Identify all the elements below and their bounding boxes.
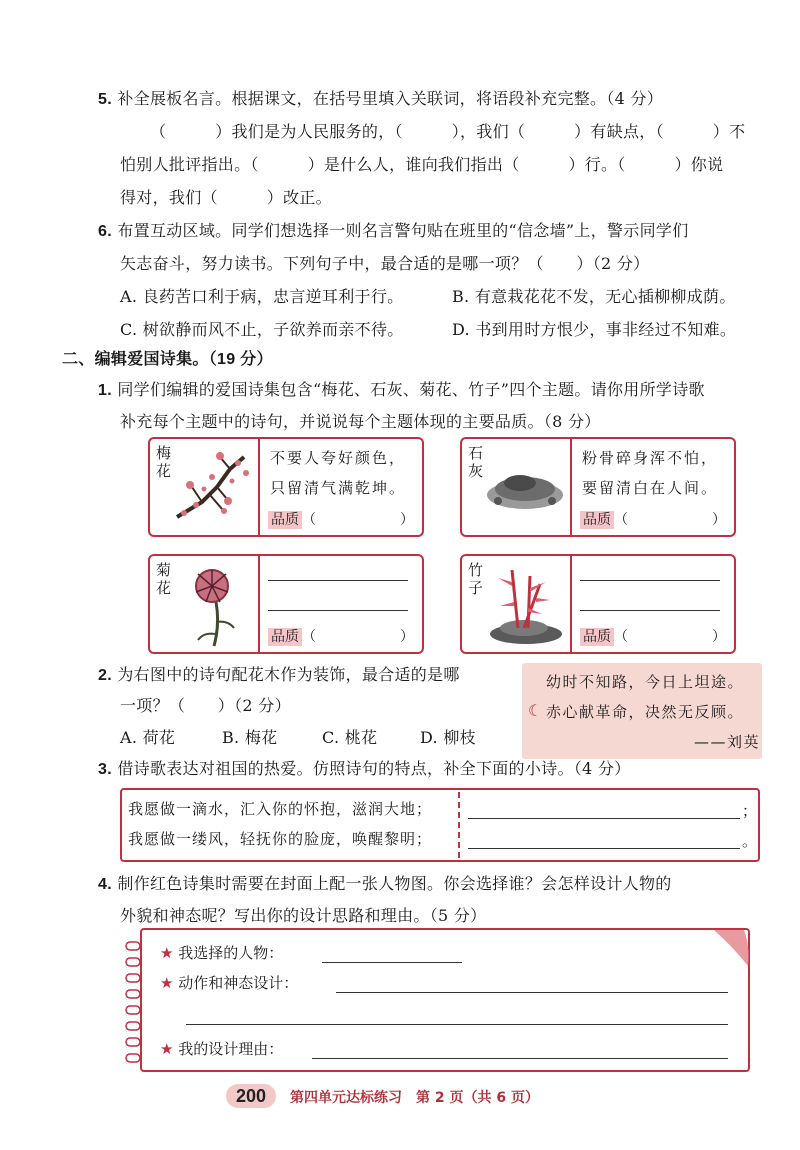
q6-option-b: B. 有意栽花花不发，无心插柳柳成荫。 xyxy=(452,287,736,306)
q6-number: 6. xyxy=(98,223,112,240)
poem-note-card xyxy=(522,663,762,759)
card-bamboo xyxy=(460,554,736,654)
card-tag-bamboo: 竹子 xyxy=(468,561,484,597)
quality-answer-blank[interactable]: （ ） xyxy=(614,512,726,528)
poem-line-2: 我愿做一缕风，轻抚你的脸庞，唤醒黎明； xyxy=(128,830,433,848)
curl-icon: ☾ xyxy=(528,701,543,720)
item-person-label: 我选择的人物： xyxy=(178,944,284,962)
star-icon: ★ xyxy=(160,944,174,962)
card-quality-bamboo xyxy=(580,626,726,646)
s2q1-line2: 补充每个主题中的诗句，并说说每个主题体现的主要品质。（8 分） xyxy=(120,412,601,431)
bamboo-icon xyxy=(484,562,566,648)
answer-line[interactable] xyxy=(580,580,720,581)
plum-blossom-icon xyxy=(172,447,254,531)
q6-option-d: D. 书到用时方恨少，事非经过不知难。 xyxy=(452,320,737,339)
q6-line1 xyxy=(98,219,689,244)
s2q2-option-d: D. 柳枝 xyxy=(420,728,476,747)
item-person xyxy=(160,942,283,963)
q6-line2: 矢志奋斗，努力读书。下列句子中，最合适的是哪一项？（ ）（2 分） xyxy=(120,254,650,273)
q6-option-a: A. 良药苦口利于病，忠言逆耳利于行。 xyxy=(120,287,404,306)
section-2-title: 二、编辑爱国诗集。（19 分） xyxy=(62,351,273,368)
card-divider xyxy=(258,439,260,535)
q5-text: 补全展板名言。根据课文，在括号里填入关联词，将语段补充完整。（4 分） xyxy=(117,89,664,108)
star-icon: ★ xyxy=(160,974,174,992)
card-quality-lime xyxy=(580,509,726,529)
poem-answer-line-2[interactable] xyxy=(468,848,740,849)
card-divider xyxy=(570,556,572,652)
q5-line2: （ ）我们是为人民服务的，（ ），我们（ ）有缺点，（ ）不 xyxy=(150,122,746,141)
card-lime xyxy=(460,437,736,537)
answer-line[interactable] xyxy=(268,580,408,581)
poem-end-2: 。 xyxy=(742,832,758,850)
poem-box-divider xyxy=(458,792,460,858)
q5-number: 5. xyxy=(98,91,112,108)
s2q4-line2: 外貌和神态呢？写出你的设计思路和理由。（5 分） xyxy=(120,906,487,925)
q6-text: 布置互动区域。同学们想选择一则名言警句贴在班里的“信念墙”上，警示同学们 xyxy=(117,221,689,240)
item-action-label: 动作和神态设计： xyxy=(178,974,299,992)
card-plum xyxy=(148,437,424,537)
card-poem-plum-1: 不要人夸好颜色， xyxy=(270,449,407,467)
card-poem-plum-2: 只留清气满乾坤。 xyxy=(270,479,407,497)
quality-answer-blank[interactable]: （ ） xyxy=(302,512,414,528)
card-divider xyxy=(570,439,572,535)
item-reason-label: 我的设计理由： xyxy=(178,1040,284,1058)
q5-line4: 得对，我们（ ）改正。 xyxy=(120,188,332,207)
answer-line[interactable] xyxy=(336,992,728,993)
s2q2-option-b: B. 梅花 xyxy=(222,728,278,747)
star-icon: ★ xyxy=(160,1040,174,1058)
poem-answer-line-1[interactable] xyxy=(468,818,740,819)
s2q2-text: 为右图中的诗句配花木作为装饰，最合适的是哪 xyxy=(117,665,460,684)
s2q3-number: 3. xyxy=(98,761,112,778)
item-action xyxy=(160,972,298,993)
s2q4-line1 xyxy=(98,872,672,897)
answer-line[interactable] xyxy=(580,610,720,611)
card-poem-lime-1: 粉骨碎身浑不怕， xyxy=(582,449,719,467)
answer-line[interactable] xyxy=(268,610,408,611)
poem-line-1: 我愿做一滴水，汇入你的怀抱，滋润大地； xyxy=(128,800,433,818)
item-reason xyxy=(160,1038,283,1059)
card-tag-plum: 梅花 xyxy=(156,444,172,480)
s2q2-option-a: A. 荷花 xyxy=(120,728,176,747)
page-curl-icon xyxy=(714,926,750,966)
card-poem-lime-2: 要留清白在人间。 xyxy=(582,479,719,497)
card-chrysanthemum xyxy=(148,554,424,654)
card-quality-plum xyxy=(268,509,414,529)
answer-line[interactable] xyxy=(312,1058,728,1059)
answer-line[interactable] xyxy=(186,1024,728,1025)
s2q4-text: 制作红色诗集时需要在封面上配一张人物图。你会选择谁？会怎样设计人物的 xyxy=(117,874,672,893)
q5-line3: 怕别人批评指出。（ ）是什么人，谁向我们指出（ ）行。（ ）你说 xyxy=(120,155,724,174)
q6-option-c: C. 树欲静而风不止，子欲养而亲不待。 xyxy=(120,320,404,339)
note-line-2: 赤心献革命，决然无反顾。 xyxy=(546,703,745,721)
spiral-binding-icon xyxy=(124,940,144,1066)
quality-label: 品质 xyxy=(580,628,614,646)
s2q1-number: 1. xyxy=(98,382,112,399)
quality-answer-blank[interactable]: （ ） xyxy=(614,629,726,645)
design-notebook-box xyxy=(140,928,750,1072)
s2q2-number: 2. xyxy=(98,667,112,684)
chrysanthemum-icon xyxy=(176,562,254,648)
poem-end-1: ； xyxy=(742,802,758,820)
card-tag-lime: 石灰 xyxy=(468,444,484,480)
s2q2-line2: 一项？（ ）（2 分） xyxy=(120,696,291,715)
s2q4-number: 4. xyxy=(98,876,112,893)
card-tag-chrysanthemum: 菊花 xyxy=(156,561,172,597)
card-divider xyxy=(258,556,260,652)
note-author: ——刘英 xyxy=(694,733,761,751)
card-quality-chrysanthemum xyxy=(268,626,414,646)
limestone-icon xyxy=(484,457,566,517)
footer-text: 第四单元达标练习 第 2 页（共 6 页） xyxy=(290,1090,539,1106)
note-line-1: 幼时不知路，今日上坦途。 xyxy=(546,673,745,691)
quality-label: 品质 xyxy=(268,511,302,529)
s2q2-option-c: C. 桃花 xyxy=(322,728,378,747)
quality-label: 品质 xyxy=(580,511,614,529)
quality-answer-blank[interactable]: （ ） xyxy=(302,629,414,645)
q5-line1 xyxy=(98,87,663,112)
page-number: 200 xyxy=(226,1084,276,1108)
s2q1-line1 xyxy=(98,378,705,403)
s2q3-text: 借诗歌表达对祖国的热爱。仿照诗句的特点，补全下面的小诗。（4 分） xyxy=(117,759,631,778)
quality-label: 品质 xyxy=(268,628,302,646)
s2q1-text: 同学们编辑的爱国诗集包含“梅花、石灰、菊花、竹子”四个主题。请你用所学诗歌 xyxy=(117,380,705,399)
answer-line[interactable] xyxy=(322,962,462,963)
s2q3-line1 xyxy=(98,757,631,782)
poem-continuation-box xyxy=(120,788,760,862)
s2q2-line1 xyxy=(98,663,460,688)
